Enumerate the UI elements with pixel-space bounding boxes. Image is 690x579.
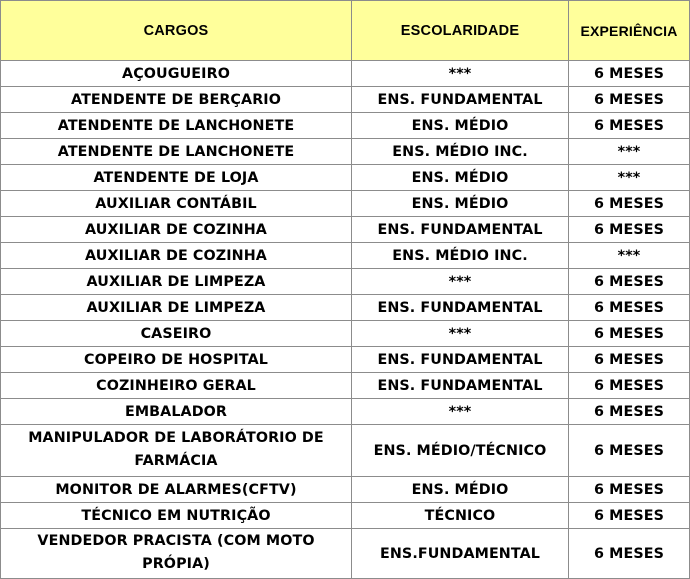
cell-escolaridade: ENS. MÉDIO	[352, 165, 569, 191]
cell-experiencia: 6 MESES	[569, 113, 690, 139]
cell-experiencia: 6 MESES	[569, 321, 690, 347]
table-row	[1, 61, 690, 87]
cell-cargo: VENDEDOR PRACISTA (COM MOTO PRÓPIA)	[1, 529, 352, 579]
cell-cargo: AUXILIAR DE LIMPEZA	[1, 295, 352, 321]
cell-escolaridade: ENS.FUNDAMENTAL	[352, 529, 569, 579]
cell-escolaridade: ENS. MÉDIO/TÉCNICO	[352, 425, 569, 477]
table-row	[1, 425, 690, 477]
table-row	[1, 87, 690, 113]
cell-experiencia: 6 MESES	[569, 191, 690, 217]
cell-experiencia: ***	[569, 139, 690, 165]
table-row	[1, 373, 690, 399]
cell-escolaridade: ENS. FUNDAMENTAL	[352, 373, 569, 399]
cell-cargo: ATENDENTE DE BERÇARIO	[1, 87, 352, 113]
table-row	[1, 269, 690, 295]
cell-cargo: COPEIRO DE HOSPITAL	[1, 347, 352, 373]
cell-experiencia: 6 MESES	[569, 503, 690, 529]
cell-experiencia: ***	[569, 165, 690, 191]
cell-experiencia: 6 MESES	[569, 295, 690, 321]
table-row	[1, 243, 690, 269]
cell-escolaridade: ENS. MÉDIO	[352, 477, 569, 503]
cell-experiencia: ***	[569, 243, 690, 269]
cell-cargo: CASEIRO	[1, 321, 352, 347]
table-body	[1, 61, 690, 579]
cell-cargo: AUXILIAR DE COZINHA	[1, 243, 352, 269]
cell-experiencia: 6 MESES	[569, 373, 690, 399]
table-row	[1, 139, 690, 165]
table-row	[1, 477, 690, 503]
cell-cargo: MONITOR DE ALARMES(CFTV)	[1, 477, 352, 503]
header-cargos: CARGOS	[1, 1, 352, 61]
cell-experiencia: 6 MESES	[569, 347, 690, 373]
cell-escolaridade: ENS. MÉDIO	[352, 113, 569, 139]
cell-cargo: ATENDENTE DE LANCHONETE	[1, 139, 352, 165]
cell-escolaridade: ENS. FUNDAMENTAL	[352, 87, 569, 113]
cell-experiencia: 6 MESES	[569, 425, 690, 477]
table-row	[1, 165, 690, 191]
header-experiencia: EXPERIÊNCIA	[569, 1, 690, 61]
cell-cargo: AÇOUGUEIRO	[1, 61, 352, 87]
cell-escolaridade: ENS. FUNDAMENTAL	[352, 347, 569, 373]
cell-escolaridade: ENS. MÉDIO	[352, 191, 569, 217]
header-row	[1, 1, 690, 61]
cell-escolaridade: ***	[352, 321, 569, 347]
cell-experiencia: 6 MESES	[569, 269, 690, 295]
table-row	[1, 503, 690, 529]
cell-cargo: EMBALADOR	[1, 399, 352, 425]
table-row	[1, 347, 690, 373]
table-row	[1, 321, 690, 347]
table-row	[1, 295, 690, 321]
cell-experiencia: 6 MESES	[569, 529, 690, 579]
cell-escolaridade: ENS. FUNDAMENTAL	[352, 295, 569, 321]
header-escolaridade: ESCOLARIDADE	[352, 1, 569, 61]
cell-cargo: AUXILIAR DE LIMPEZA	[1, 269, 352, 295]
table-row	[1, 217, 690, 243]
cell-cargo: ATENDENTE DE LOJA	[1, 165, 352, 191]
cell-escolaridade: ENS. MÉDIO INC.	[352, 243, 569, 269]
cell-escolaridade: ***	[352, 61, 569, 87]
cell-escolaridade: TÉCNICO	[352, 503, 569, 529]
cell-cargo: COZINHEIRO GERAL	[1, 373, 352, 399]
table-row	[1, 399, 690, 425]
cell-experiencia: 6 MESES	[569, 87, 690, 113]
cell-escolaridade: ***	[352, 269, 569, 295]
cell-cargo: MANIPULADOR DE LABORÁTORIO DE FARMÁCIA	[1, 425, 352, 477]
cell-experiencia: 6 MESES	[569, 217, 690, 243]
table-row	[1, 113, 690, 139]
cell-experiencia: 6 MESES	[569, 61, 690, 87]
table-row	[1, 191, 690, 217]
cell-cargo: TÉCNICO EM NUTRIÇÃO	[1, 503, 352, 529]
cell-cargo: AUXILIAR DE COZINHA	[1, 217, 352, 243]
cell-cargo: ATENDENTE DE LANCHONETE	[1, 113, 352, 139]
cell-escolaridade: ***	[352, 399, 569, 425]
cell-escolaridade: ENS. MÉDIO INC.	[352, 139, 569, 165]
cell-experiencia: 6 MESES	[569, 477, 690, 503]
table-row	[1, 529, 690, 579]
table-header	[1, 1, 690, 61]
cell-escolaridade: ENS. FUNDAMENTAL	[352, 217, 569, 243]
cell-experiencia: 6 MESES	[569, 399, 690, 425]
cell-cargo: AUXILIAR CONTÁBIL	[1, 191, 352, 217]
